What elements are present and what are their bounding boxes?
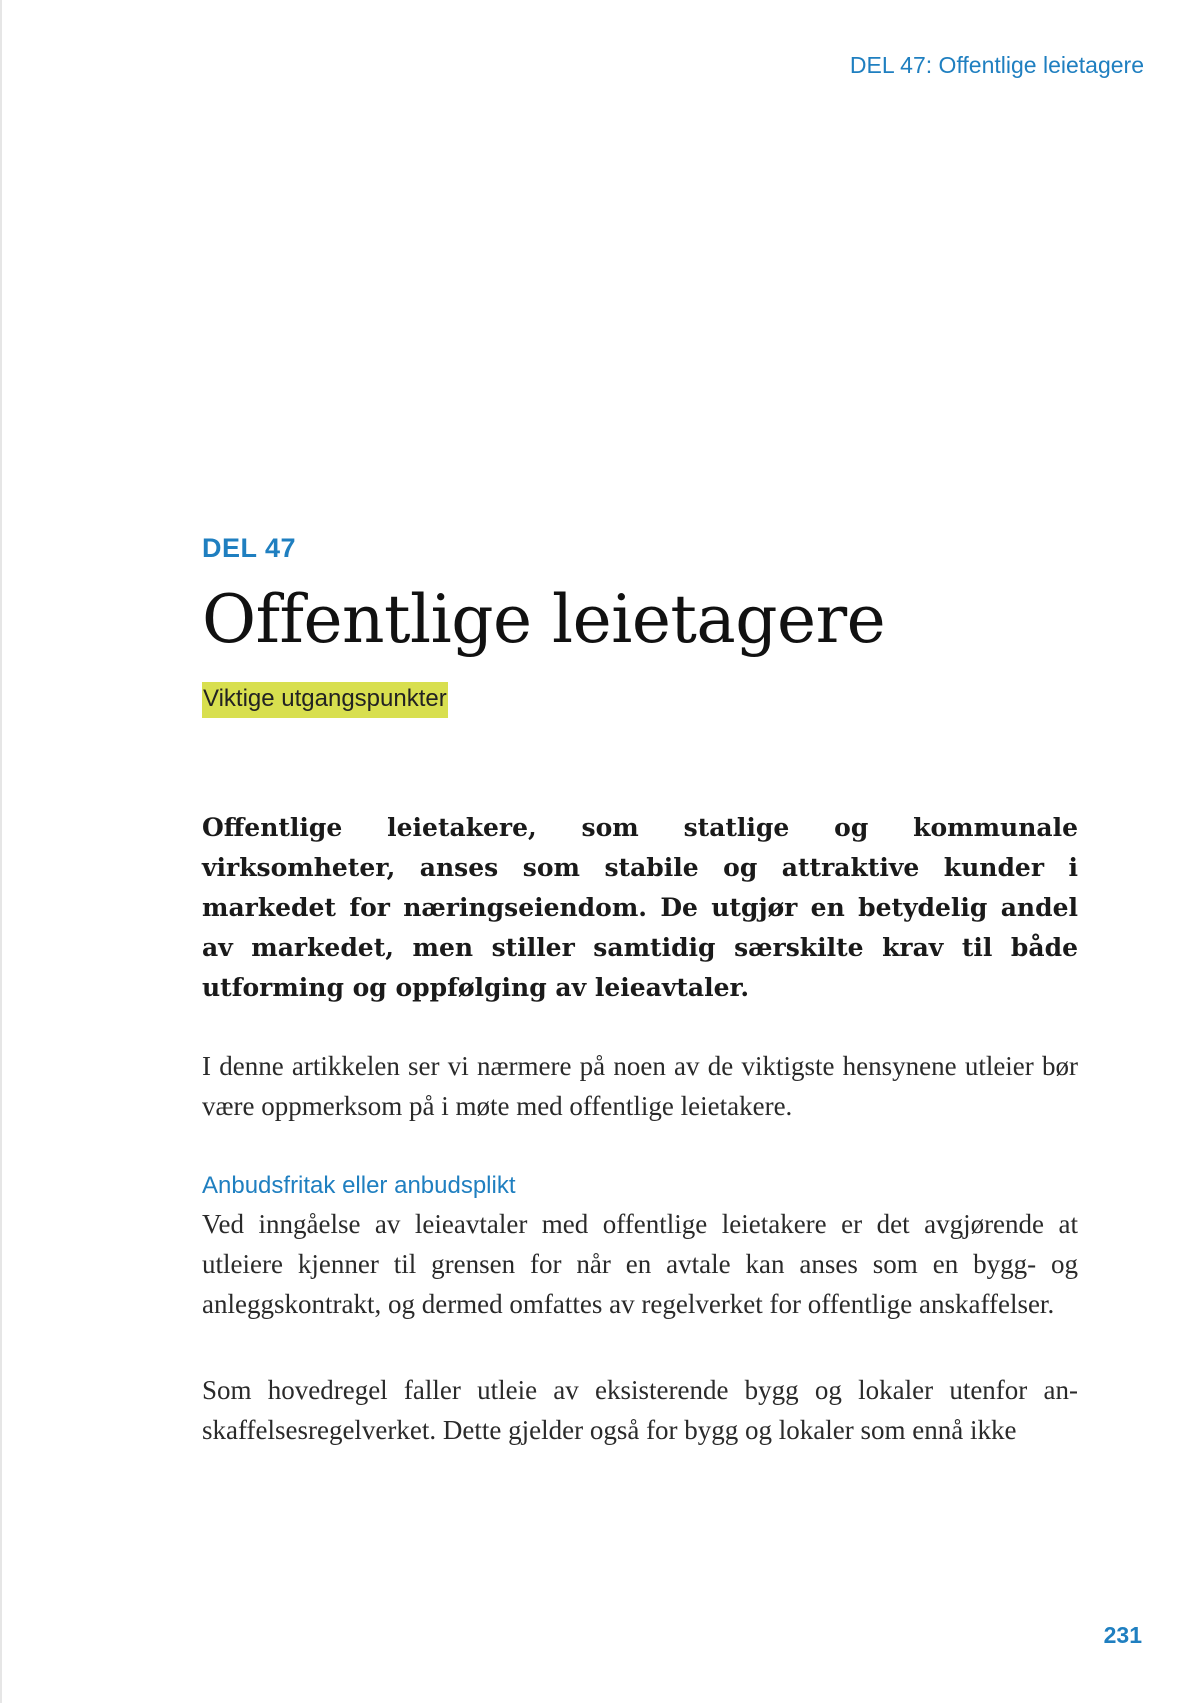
part-label: DEL 47 (202, 533, 297, 563)
page-number: 231 (1103, 1622, 1142, 1648)
tag-wrapper (202, 682, 1078, 718)
lead-paragraph: Offentlige leietakere, som statlige og kommunale virksomheter, anses som stabile og attraktive kunder i markedet for næringseiendom. De utgjør en betydelig andel av markedet, men stiller samtidig særskilte krav til både utforming og oppfølging av leieavtaler. (202, 812, 1078, 1002)
section-paragraph: Som hovedregel faller utleie av eksisterende bygg og lokaler utenfor anskaffelsesregelverket. Dette gjelder også for bygg og lokaler som ennå ikke (202, 1374, 1078, 1445)
section-paragraph: Ved inngåelse av leieavtaler med offentlige leietakere er det avgjørende at utleiere kjenner til grensen for når en avtale kan anses som en bygg- og anleggskontrakt, og dermed omfattes av regelverket for offentlige anskaffelser. (202, 1208, 1078, 1319)
section-heading: Anbudsfritak eller anbudsplikt (202, 1171, 516, 1199)
intro-paragraph: I denne artikkelen ser vi nærmere på noen av de viktigste hensynene utleier bør være oppmerksom på i møte med offentlige leietakere. (202, 1050, 1078, 1121)
chapter-title: Offentlige leietagere (202, 580, 886, 658)
page-edge-rule (0, 0, 2, 1703)
page-content (202, 530, 1078, 1450)
topic-tag: Viktige utgangspunkter (202, 682, 448, 718)
running-header: DEL 47: Offentlige leietagere (849, 52, 1144, 78)
